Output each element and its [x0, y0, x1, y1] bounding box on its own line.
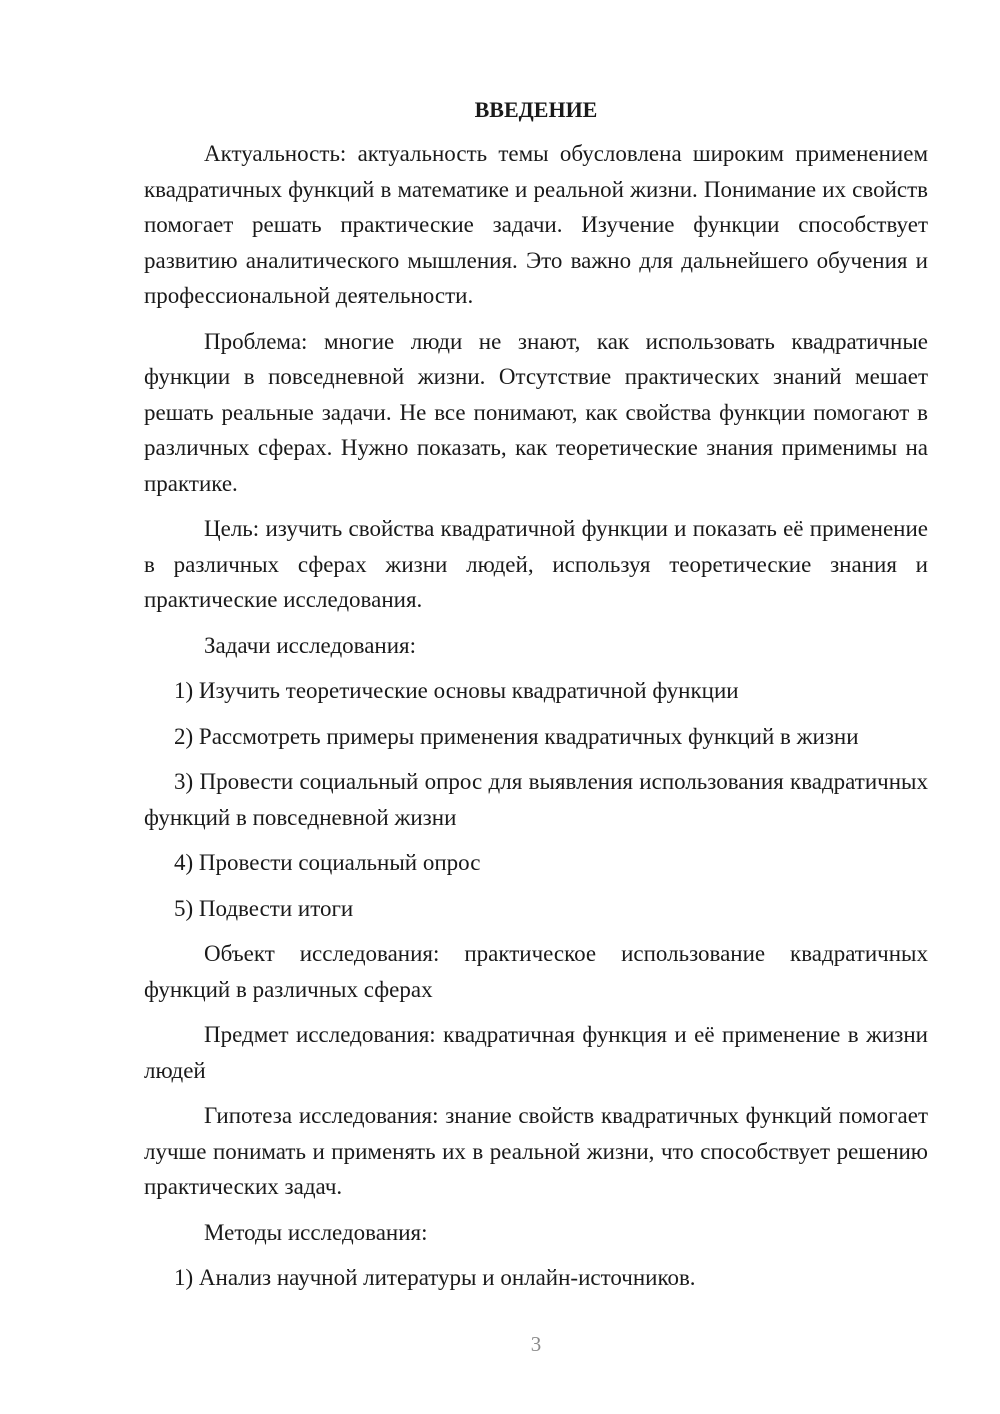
paragraph-problem: Проблема: многие люди не знают, как использовать квадратичные функции в повседневной жизни. Отсутствие практических знаний мешает решать реальные задачи. Не все понимают, как свойства функции помогают в различных сферах. Нужно показать, как теоретические знания применимы на практике.: [144, 328, 928, 496]
paragraph-hypothesis: Гипотеза исследования: знание свойств квадратичных функций помогает лучше понимать и применять их в реальной жизни, что способствует решению практических задач.: [144, 1103, 928, 1199]
paragraph-object: Объект исследования: практическое использование квадратичных функций в различных сферах: [144, 941, 928, 1002]
page-number: 3: [530, 1332, 542, 1356]
paragraph-subject: Предмет исследования: квадратичная функция и её применение в жизни людей: [144, 1022, 928, 1083]
list-item-task-3: 3) Провести социальный опрос для выявления использования квадратичных функций в повседневной жизни: [144, 769, 928, 830]
section-title: ВВЕДЕНИЕ: [474, 97, 598, 122]
document-body: [144, 92, 928, 1306]
methods-heading: Методы исследования:: [204, 1219, 428, 1245]
list-item-task-4: 4) Провести социальный опрос: [174, 850, 481, 875]
paragraph-relevance: Актуальность: актуальность темы обусловлена широким применением квадратичных функций в математике и реальной жизни. Понимание их свойств помогает решать практические задачи. Изучение функции способствует развитию аналитического мышления. Это важно для дальнейшего обучения и профессиональной деятельности.: [144, 141, 928, 308]
list-item-method-1: 1) Анализ научной литературы и онлайн-источников.: [174, 1265, 696, 1290]
paragraph-goal: Цель: изучить свойства квадратичной функции и показать её применение в различных сферах жизни людей, используя теоретические знания и практические исследования.: [144, 516, 928, 612]
list-item-task-5: 5) Подвести итоги: [174, 895, 354, 921]
list-item-task-2: 2) Рассмотреть примеры применения квадратичных функций в жизни: [174, 723, 859, 749]
tasks-heading: Задачи исследования:: [204, 632, 417, 658]
list-item-task-1: 1) Изучить теоретические основы квадратичной функции: [174, 678, 739, 703]
